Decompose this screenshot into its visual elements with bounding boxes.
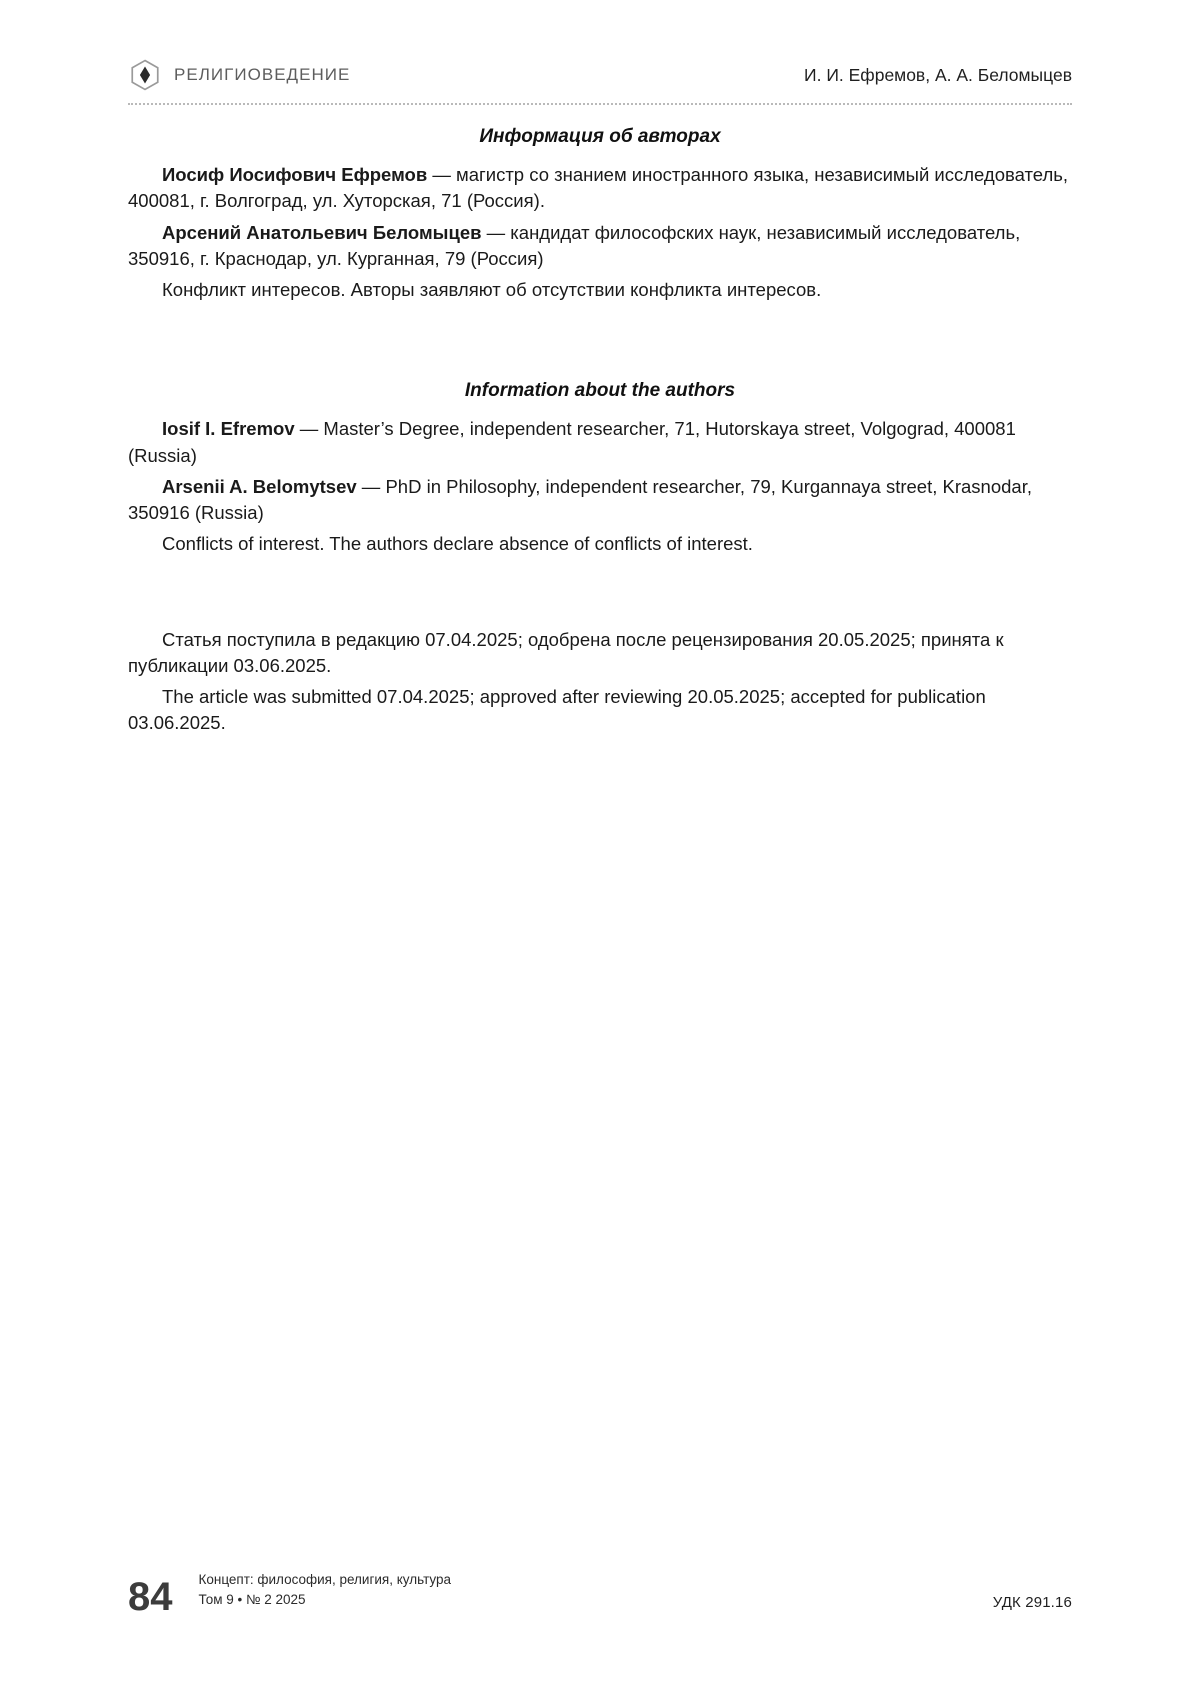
author-entry-ru-1	[128, 162, 1072, 215]
conflict-of-interest-en: Conflicts of interest. The authors declare absence of conflicts of interest.	[162, 533, 753, 555]
journal-issue: Том 9 • № 2 2025	[198, 1592, 306, 1608]
authors-en-heading: Information about the authors	[464, 380, 736, 402]
author-name: Iosif I. Efremov	[162, 418, 295, 440]
footer-left-group	[128, 1570, 452, 1619]
udc-code: УДК 291.16	[992, 1593, 1072, 1611]
journal-title: Концепт: философия, религия, культура	[198, 1572, 452, 1587]
conflict-of-interest-ru: Конфликт интересов. Авторы заявляют об отсутствии конфликта интересов.	[162, 279, 822, 301]
author-entry-en-2	[128, 474, 1072, 527]
page-number: 84	[128, 1574, 173, 1619]
submission-dates-ru: Статья поступила в редакцию 07.04.2025; одобрена после рецензирования 20.05.2025; принята к публикации 03.06.2025.	[128, 628, 1004, 676]
author-detail: — магистр со знанием иностранного языка, независимый исследователь, 400081, г. Волгоград, ул. Хуторская, 71 (Россия).	[128, 164, 1069, 212]
author-detail: — Master’s Degree, independent researcher, 71, Hutorskaya street, Volgograd, 400081 (Russia)	[128, 418, 1016, 466]
section-spacer	[128, 563, 1072, 627]
author-name: Арсений Анатольевич Беломыцев	[162, 221, 482, 243]
submission-dates-en: The article was submitted 07.04.2025; approved after reviewing 20.05.2025; accepted for publication 03.06.2025.	[128, 686, 986, 734]
authors-ru-heading: Информация об авторах	[479, 126, 721, 147]
page-footer	[128, 1570, 1072, 1619]
journal-imprint	[199, 1570, 452, 1611]
section-title: РЕЛИГИОВЕДЕНИЕ	[174, 65, 351, 84]
hexagon-diamond-icon	[128, 58, 162, 92]
running-head-authors: И. И. Ефремов, А. А. Беломыцев	[804, 64, 1072, 85]
running-head	[128, 58, 1072, 92]
author-name: Arsenii A. Belomytsev	[162, 475, 357, 497]
author-detail: — кандидат философских наук, независимый исследователь, 350916, г. Краснодар, ул. Курганная, 79 (Россия)	[128, 221, 1021, 269]
author-detail: — PhD in Philosophy, independent researcher, 79, Kurgannaya street, Krasnodar, 350916 (Russia)	[128, 475, 1032, 524]
journal-section-mark	[128, 58, 350, 92]
header-divider	[128, 103, 1072, 105]
page-content	[128, 126, 1072, 742]
author-entry-en-1	[128, 416, 1072, 469]
section-spacer	[128, 308, 1072, 380]
author-name: Иосиф Иосифович Ефремов	[162, 164, 428, 185]
author-entry-ru-2	[128, 220, 1072, 273]
